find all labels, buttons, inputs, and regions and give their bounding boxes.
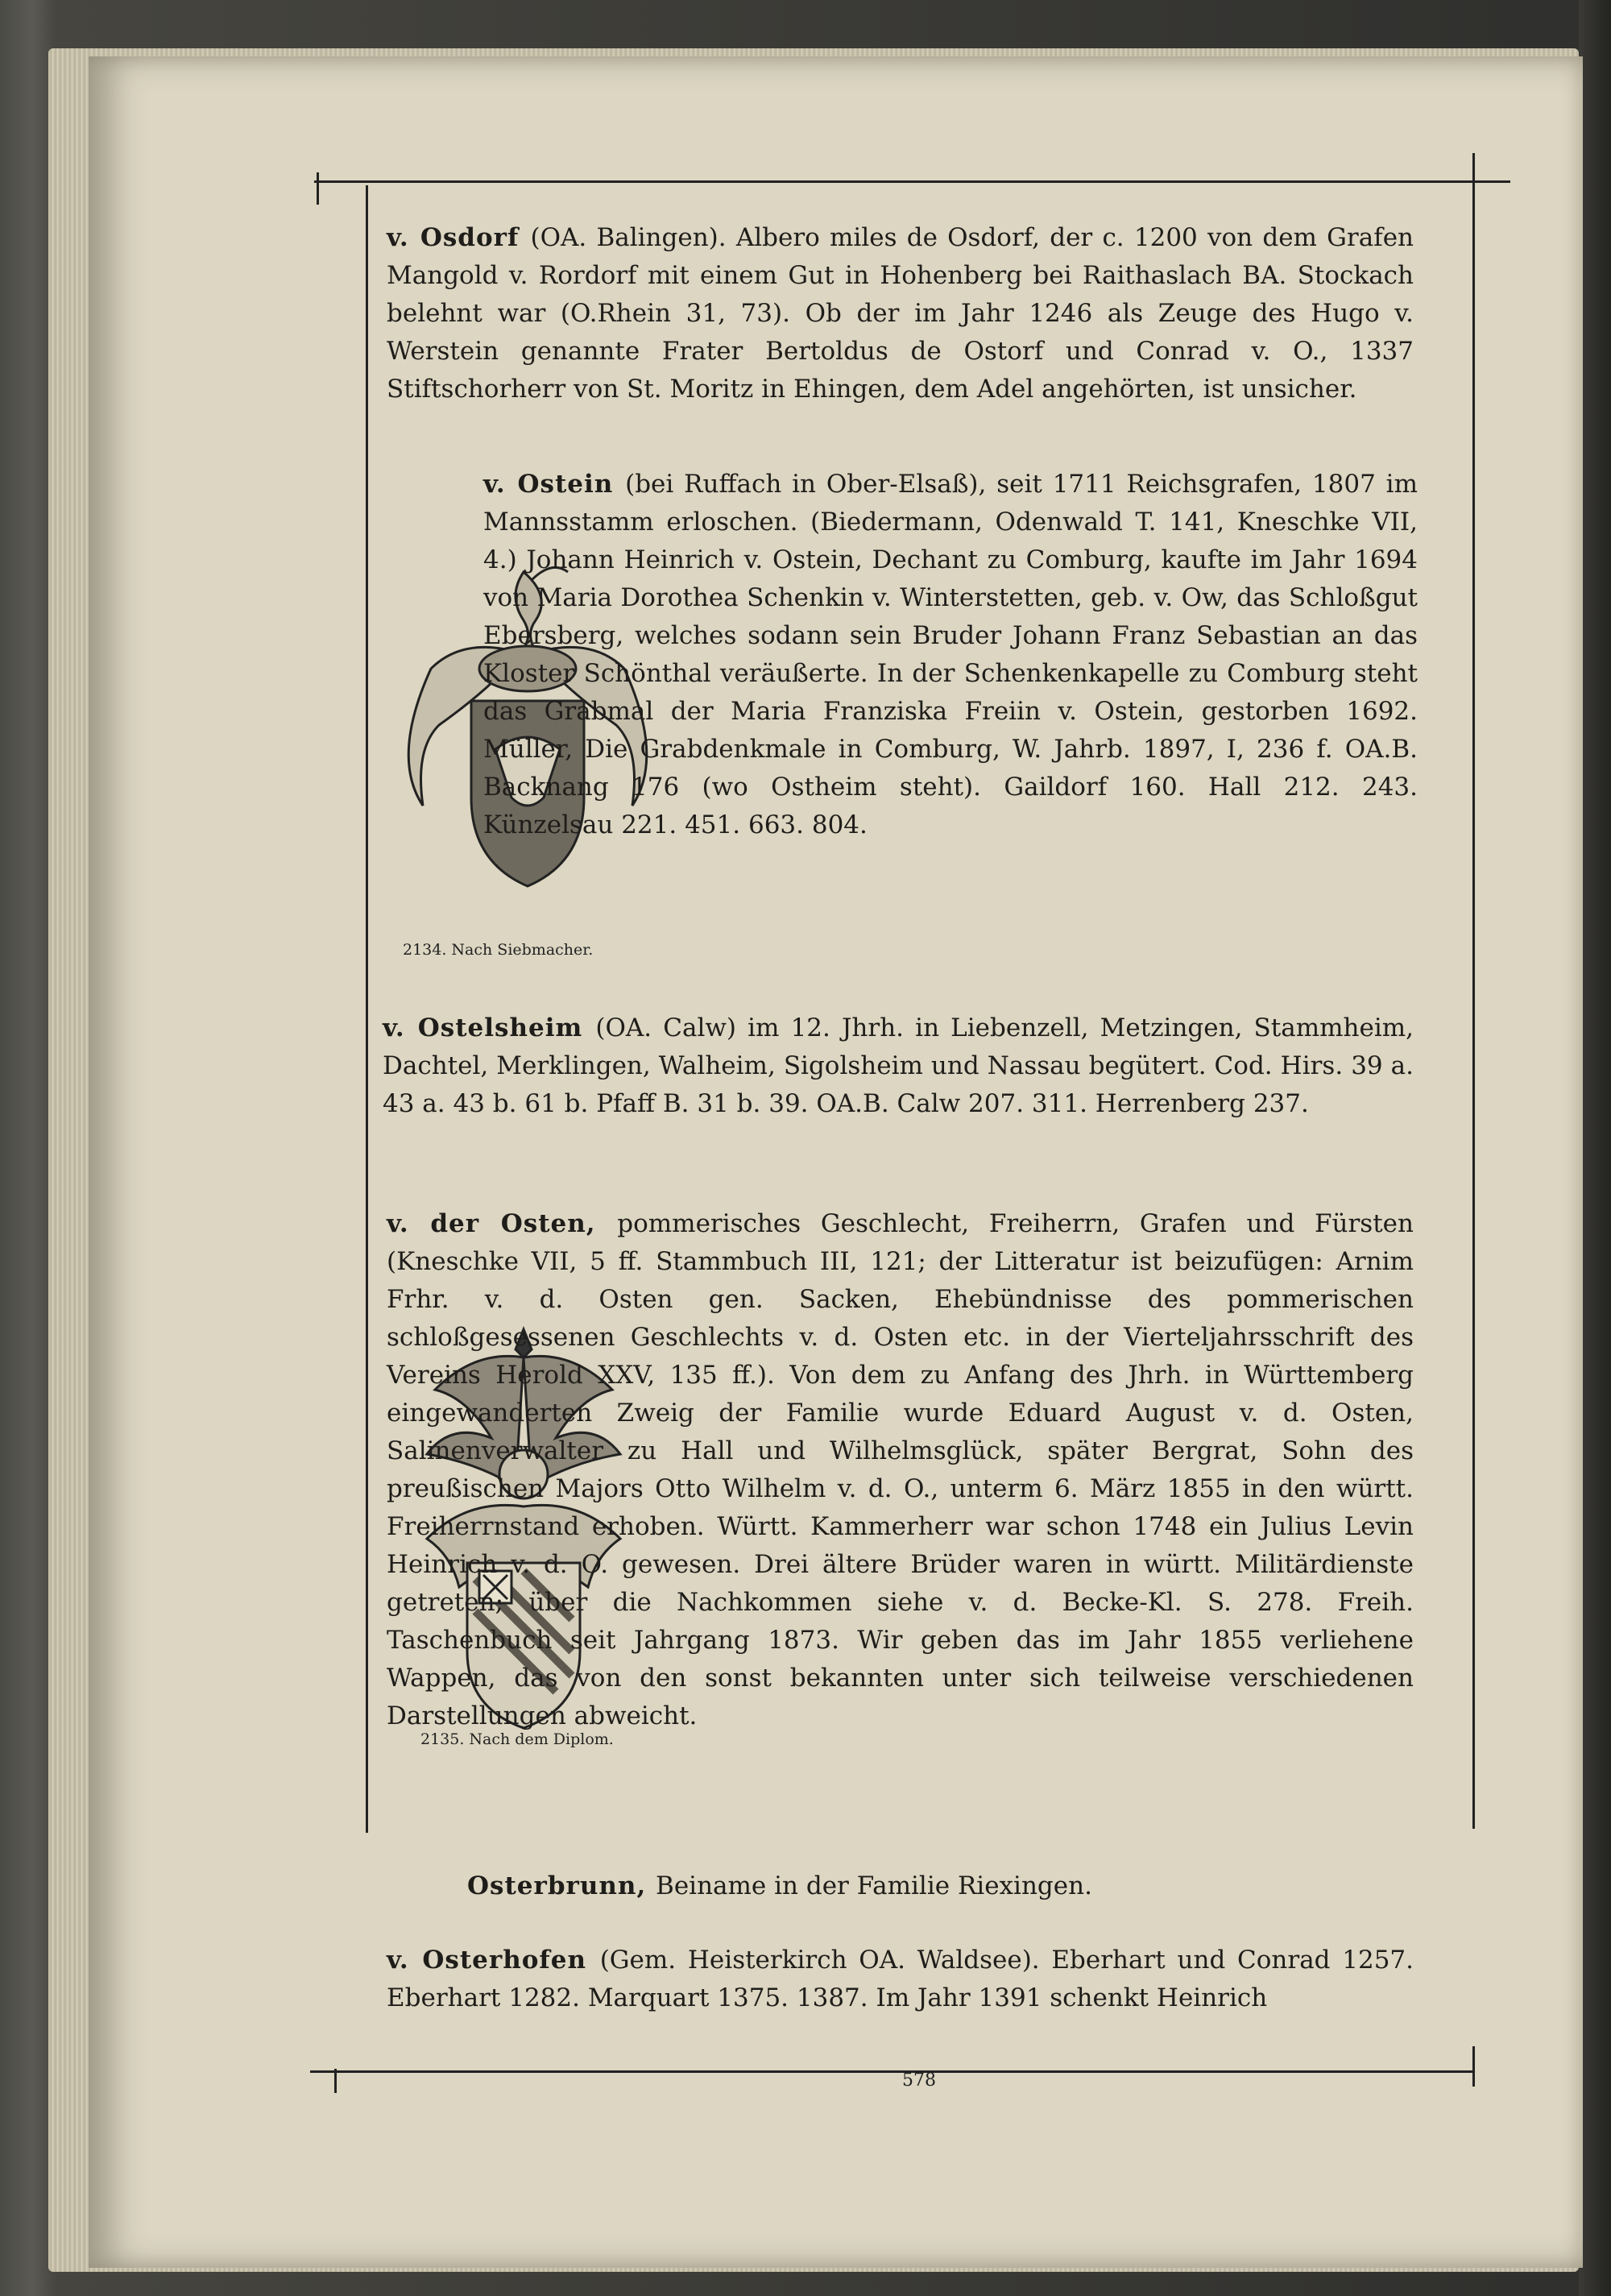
entry-osterbrunn-head: Osterbrunn, — [467, 1871, 656, 1900]
frame-left-rule-bottom — [334, 2069, 337, 2093]
frame-right-rule-bottom — [1472, 2046, 1475, 2087]
frame-left-rule-top — [317, 172, 319, 205]
entry-osdorf-text: (OA. Balingen). Albero miles de Osdorf, der c. 1200 von dem Grafen Mangold v. Rordorf mit einem Gut in Hohenberg bei Raithaslach BA. Stockach belehnt war (O.Rhein 31, 73). Ob der im Jahr 1246 als Zeuge des Hugo v. Werstein genannte Frater Bertoldus de Ostorf und Conrad v. O., 1337 Stiftschorherr von St. Moritz in Ehingen, dem Adel angehörten, ist unsicher. — [387, 223, 1414, 404]
entry-osdorf — [387, 219, 1414, 408]
entry-osterhofen — [387, 1942, 1414, 2017]
figure-2134-caption: 2134. Nach Siebmacher. — [403, 941, 594, 959]
entry-der-osten-text: pommerisches Geschlecht, Freiherrn, Grafen und Fürsten (Kneschke VII, 5 ff. Stammbuch III, 121; der Litteratur ist beizufügen: Arnim Frhr. v. d. Osten gen. Sacken, Ehebündnisse des pommerischen schloßgesessenen Geschlechts v. d. Osten etc. in der Vierteljahrsschrift des Vereins Herold XXV, 135 ff.). Von dem zu Anfang des Jhrh. in Württemberg eingewanderten Zweig der Familie wurde Eduard August v. d. Osten, Salinenverwalter zu Hall und Wilhelmsglück, später Bergrat, Sohn des preußischen Majors Otto Wilhelm v. d. O., unterm 6. März 1855 in den württ. Freiherrnstand erhoben. Württ. Kammerherr war schon 1748 ein Julius Levin Heinrich v. d. O. gewesen. Drei ältere Brüder waren in württ. Militärdienste getreten; über die Nachkommen siehe v. d. Becke-Kl. S. 278. Freih. Taschenbuch seit Jahrgang 1873. Wir geben das im Jahr 1855 verliehene Wappen, das von den sonst bekannten unter sich teilweise verschiedenen Darstellungen abweicht. — [387, 1209, 1414, 1730]
entry-ostelsheim-head: v. Ostelsheim — [383, 1013, 596, 1042]
frame-right-rule — [1472, 153, 1475, 1829]
entry-osterbrunn — [467, 1867, 1410, 1905]
entry-ostelsheim — [383, 1009, 1414, 1123]
entry-der-osten — [387, 1205, 1414, 1735]
entry-der-osten-head: v. der Osten, — [387, 1209, 618, 1238]
book-edge-right — [1579, 0, 1611, 2296]
figure-2135-caption: 2135. Nach dem Diplom. — [420, 1730, 614, 1748]
entry-osterhofen-text: (Gem. Heisterkirch OA. Waldsee). Eberhart und Conrad 1257. Eberhart 1282. Marquart 1375. 1387. Im Jahr 1391 schenkt Heinrich — [387, 1946, 1414, 2012]
entry-ostein — [483, 466, 1418, 844]
entry-ostein-head: v. Ostein — [483, 470, 626, 499]
entry-osterbrunn-text: Beiname in der Familie Riexingen. — [656, 1871, 1092, 1900]
frame-left-rule — [366, 185, 368, 1833]
entry-osdorf-head: v. Osdorf — [387, 223, 531, 252]
entry-ostein-text: (bei Ruffach in Ober-Elsaß), seit 1711 Reichsgrafen, 1807 im Mannsstamm erloschen. (Biedermann, Odenwald T. 141, Kneschke VII, 4.) Johann Heinrich v. Ostein, Dechant zu Comburg, kaufte im Jahr 1694 von Maria Dorothea Schenkin v. Winterstetten, geb. v. Ow, das Schloßgut Ebersberg, welches sodann sein Bruder Johann Franz Sebastian an das Kloster Schönthal veräußerte. In der Schenkenkapelle zu Comburg steht das Grabmal der Maria Franziska Freiin v. Ostein, gestorben 1692. Müller, Die Grabdenkmale in Comburg, W. Jahrb. 1897, I, 236 f. OA.B. Backnang 176 (wo Ostheim steht). Gaildorf 160. Hall 212. 243. Künzelsau 221. 451. 663. 804. — [483, 470, 1418, 839]
entry-osterhofen-head: v. Osterhofen — [387, 1946, 600, 1975]
frame-top-rule — [314, 180, 1510, 183]
page-number: 578 — [902, 2070, 936, 2091]
entry-ostelsheim-text: (OA. Calw) im 12. Jhrh. in Liebenzell, Metzingen, Stammheim, Dachtel, Merklingen, Walheim, Sigolsheim und Nassau begütert. Cod. Hirs. 39 a. 43 a. 43 b. 61 b. Pfaff B. 31 b. 39. OA.B. Calw 207. 311. Herrenberg 237. — [383, 1013, 1414, 1118]
frame-bottom-rule — [310, 2070, 1474, 2073]
